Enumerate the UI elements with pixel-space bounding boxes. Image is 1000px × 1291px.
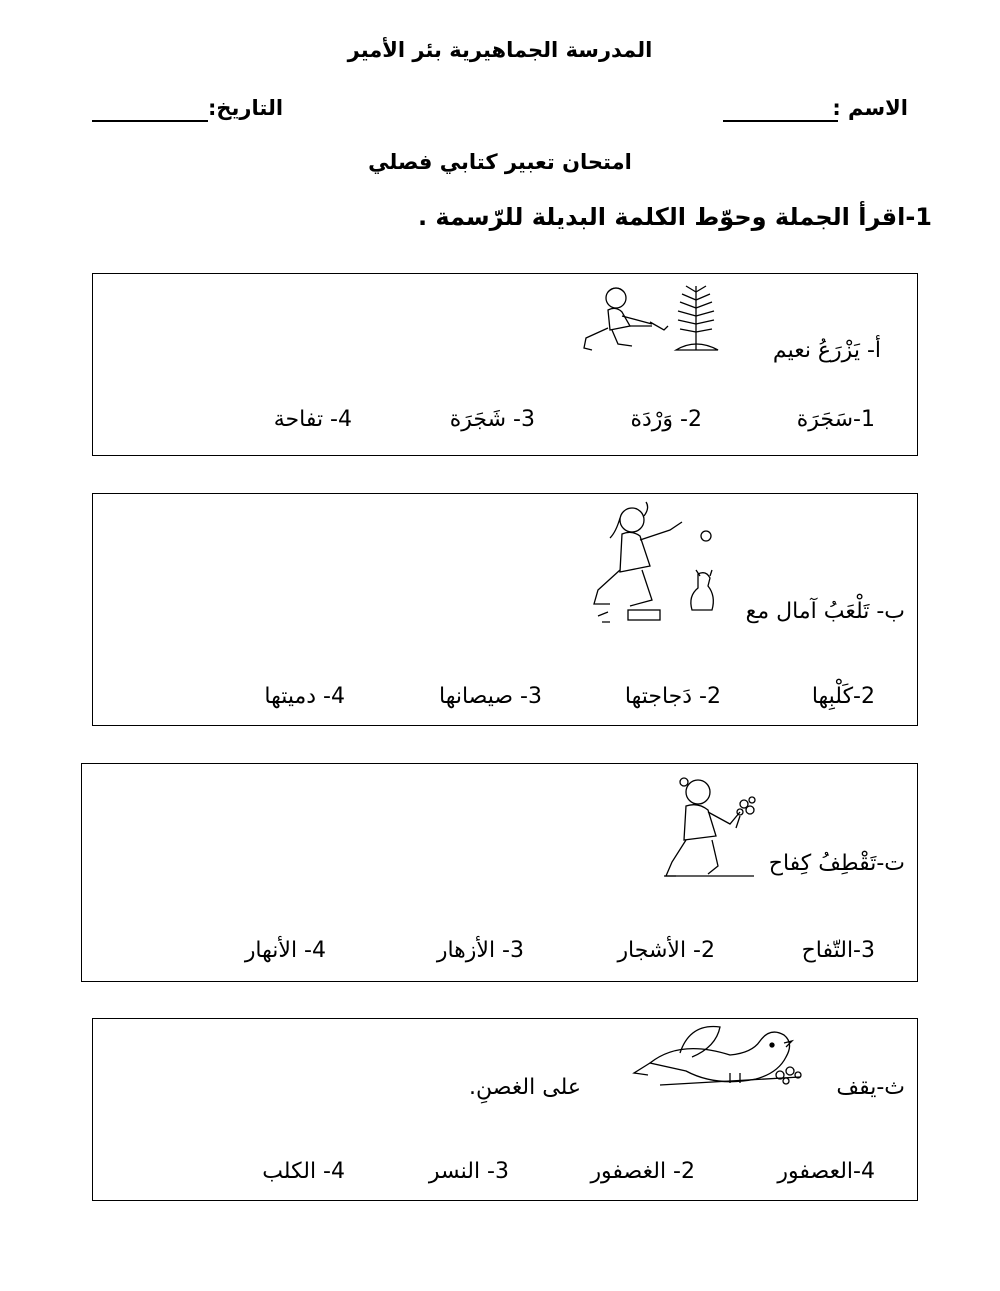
question-3-option-3[interactable]: 3- الأزهار <box>436 938 524 963</box>
exam-title: امتحان تعبير كتابي فصلي <box>368 150 632 174</box>
bird-on-branch-icon <box>630 1023 810 1095</box>
question-1-option-3[interactable]: 3- شَجَرَة <box>449 407 535 432</box>
question-box-1 <box>92 273 918 456</box>
question-4-option-2[interactable]: 2- الغصفور <box>590 1159 695 1184</box>
question-2-option-1[interactable]: 2-كَلْبِها <box>811 684 875 709</box>
question-3-option-1[interactable]: 3-التّفاح <box>801 938 875 963</box>
girl-picking-flowers-icon <box>660 768 764 882</box>
date-label: التاريخ: <box>208 96 284 120</box>
question-4-sentence-start: ث-يقف <box>836 1075 905 1100</box>
date-blank-line[interactable] <box>92 120 208 122</box>
question-1-option-2[interactable]: 2- وَرْدَة <box>630 407 702 432</box>
question-4-option-3[interactable]: 3- النسر <box>428 1159 509 1184</box>
question-2-sentence: ب- تَلْعَبُ آمال مع <box>745 599 905 624</box>
question-box-4 <box>92 1018 918 1201</box>
question-1-sentence: أ- يَزْرَعُ نعيم <box>772 338 881 363</box>
question-4-sentence-end: على الغصنِ. <box>469 1075 581 1100</box>
boy-planting-tree-icon <box>578 280 748 362</box>
question-1-option-1[interactable]: 1-سَجَرَة <box>796 407 875 432</box>
girl-playing-with-dog-icon <box>588 498 728 626</box>
question-box-2 <box>92 493 918 726</box>
question-4-option-1[interactable]: 4-العصفور <box>777 1159 875 1184</box>
question-2-option-3[interactable]: 3- صيصانها <box>439 684 542 709</box>
question-2-option-2[interactable]: 2- دَجاجتها <box>624 684 721 709</box>
question-3-option-4[interactable]: 4- الأنهار <box>244 938 326 963</box>
question-4-option-4[interactable]: 4- الكلب <box>262 1159 345 1184</box>
name-label: الاسم : <box>832 96 908 120</box>
name-blank-line[interactable] <box>723 120 838 122</box>
question-1-option-4[interactable]: 4- تفاحة <box>273 407 352 432</box>
instruction: 1-اقرأ الجملة وحوّط الكلمة البديلة للرّسمة . <box>417 203 932 231</box>
question-3-sentence: ت-تَقْطِفُ كِفاح <box>768 851 905 876</box>
question-3-option-2[interactable]: 2- الأشجار <box>617 938 715 963</box>
question-2-option-4[interactable]: 4- دميتها <box>264 684 345 709</box>
question-box-3 <box>81 763 918 982</box>
school-name: المدرسة الجماهيرية بئر الأمير <box>347 38 653 62</box>
